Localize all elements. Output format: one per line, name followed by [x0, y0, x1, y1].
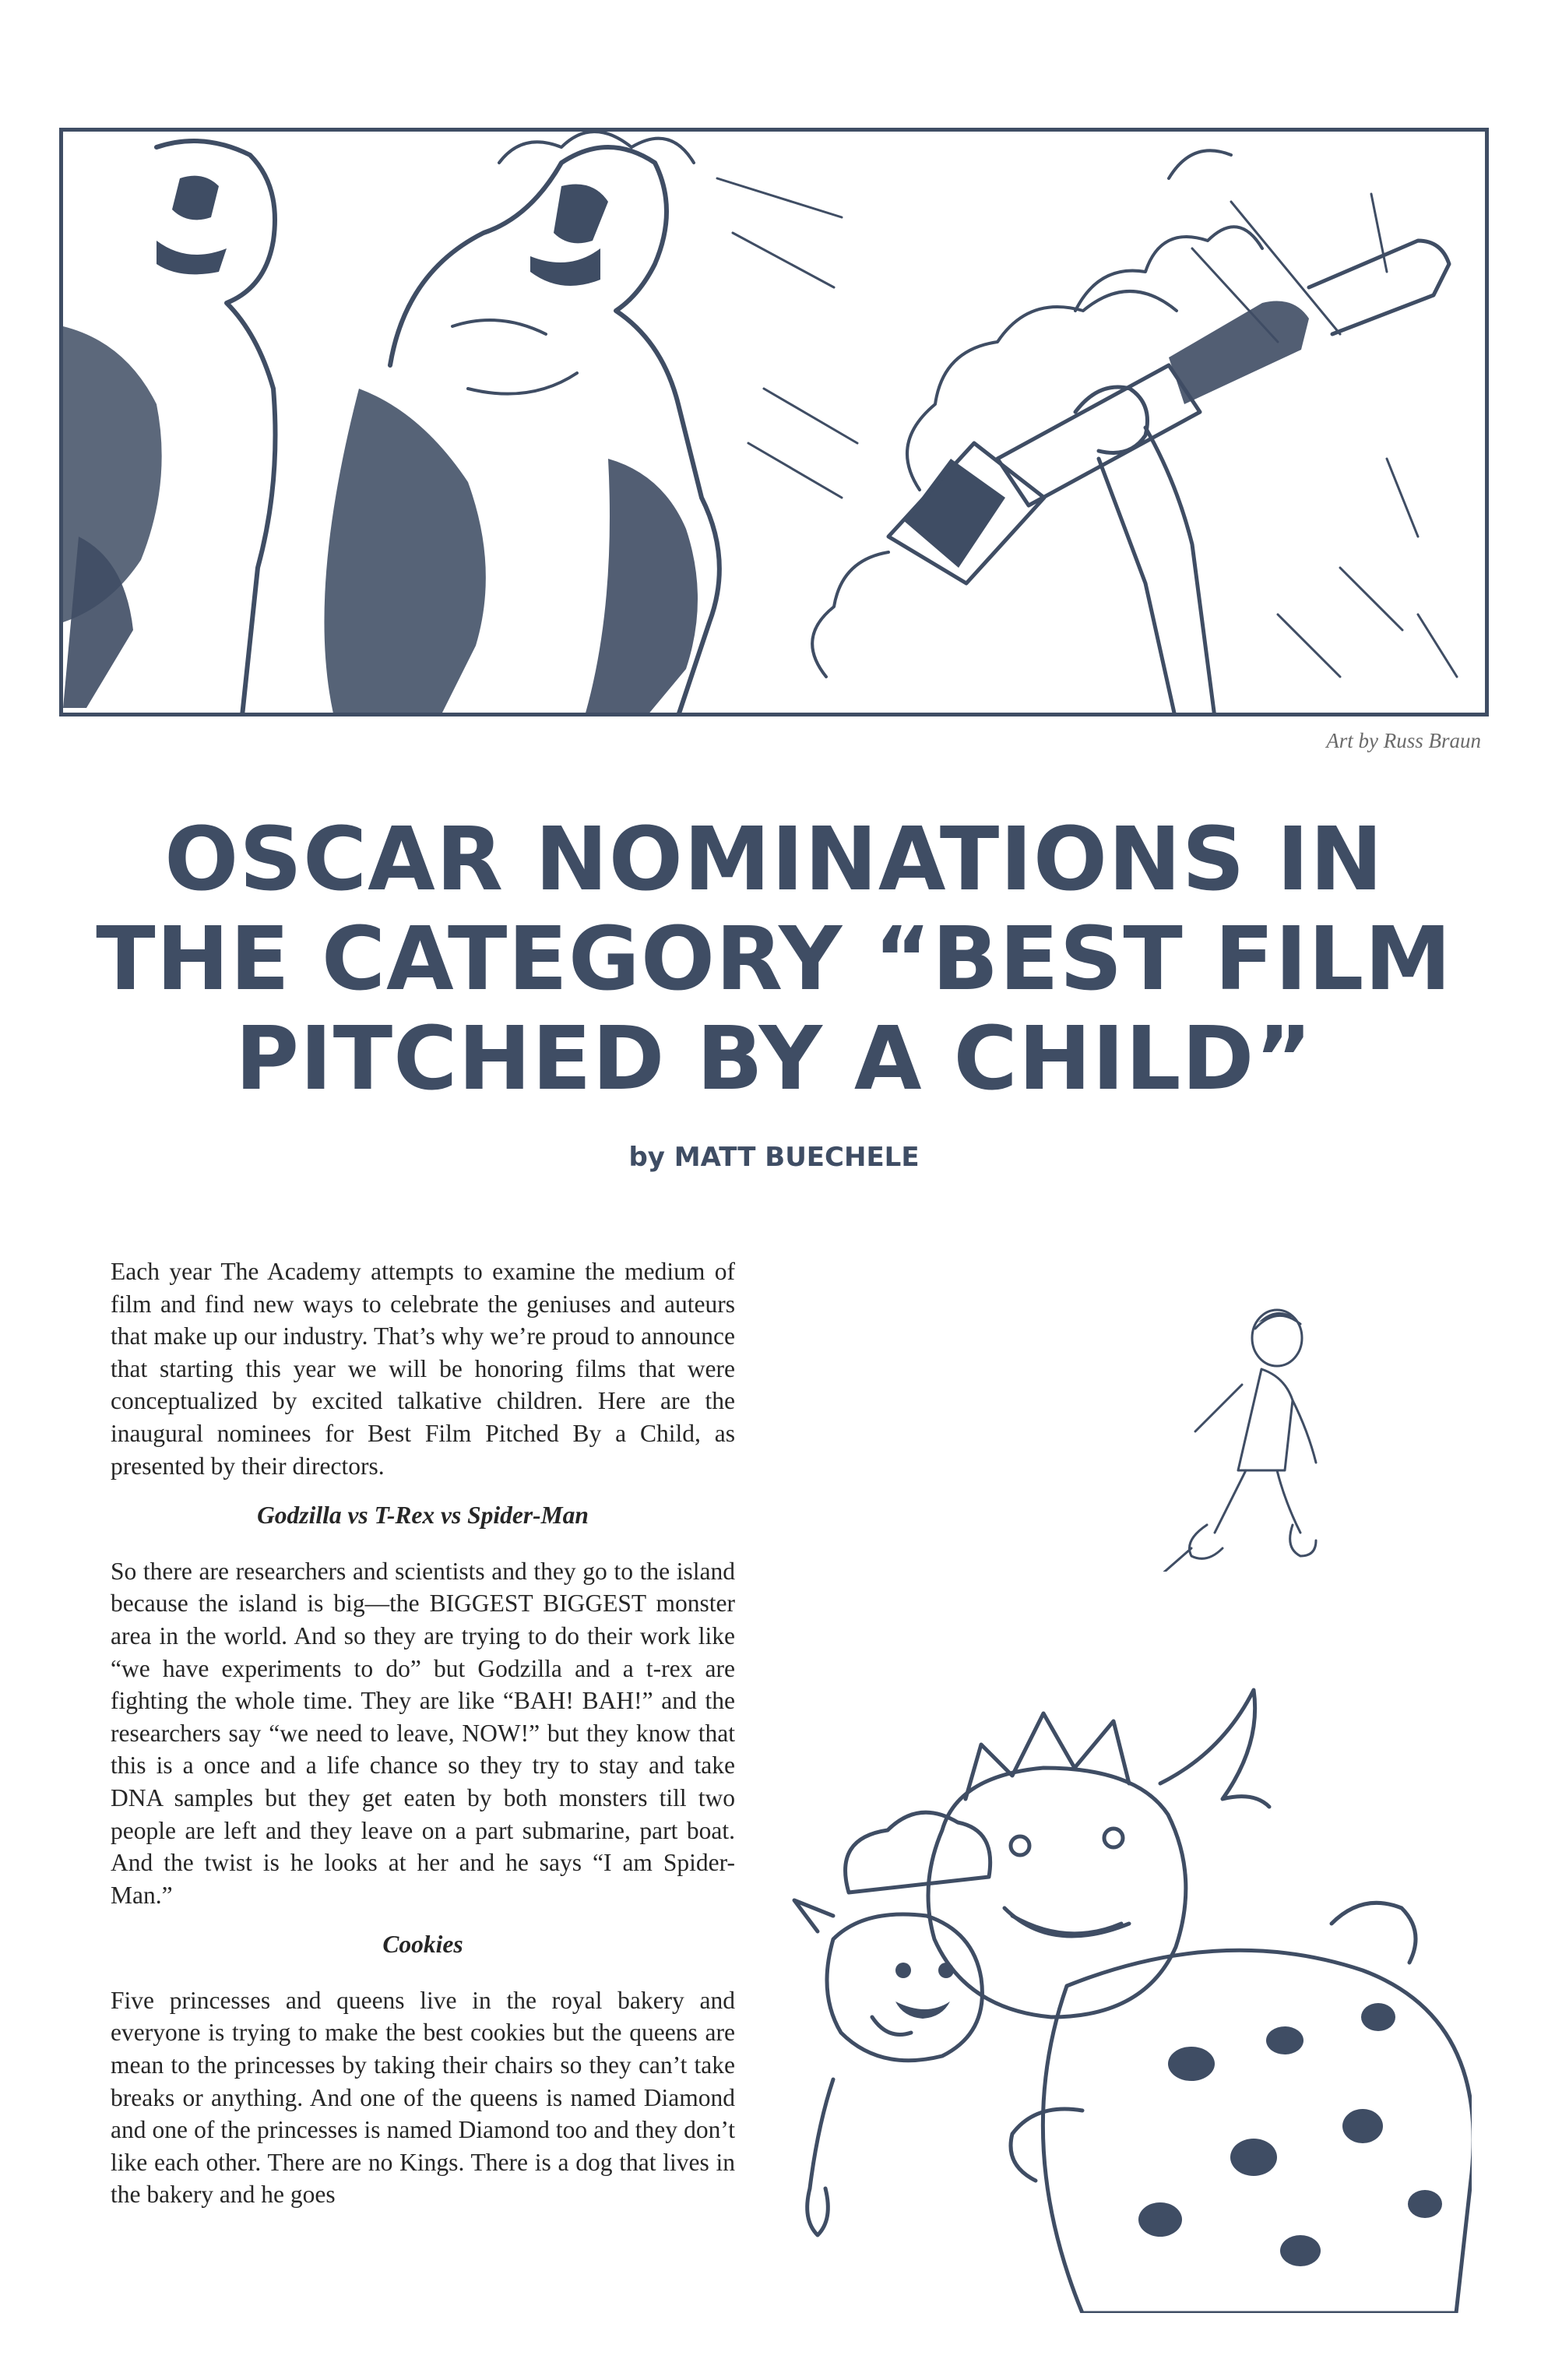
article-body — [111, 1255, 735, 2211]
section-title: Godzilla vs T-Rex vs Spider-Man — [257, 1502, 589, 1530]
hero-illustration-panel — [59, 128, 1489, 716]
flying-boy-illustration — [1106, 1291, 1339, 1572]
section-paragraph: Five princesses and queens live in the royal bakery and everyone is trying to make the best cookies but the queens are mean to the princesses by taking their chairs so they can’t take breaks or anything. And one of the queens is named Diamond and one of the princesses is named Diamond too and they don’t like each other. There are no Kings. There is a dog that lives in the bakery and he goes — [111, 1986, 735, 2209]
headline-line-1: OSCAR NOMINATIONS IN — [164, 809, 1384, 910]
headline-line-2: THE CATEGORY “BEST FILM — [96, 909, 1452, 1010]
section-title: Cookies — [382, 1931, 463, 1959]
art-credit: Art by Russ Braun — [1326, 729, 1481, 752]
princess-dog-cookie-illustration — [786, 1674, 1472, 2313]
article-headline — [78, 810, 1470, 1109]
headline-line-3: PITCHED BY A CHILD” — [234, 1009, 1314, 1110]
intro-paragraph: Each year The Academy attempts to examine the medium of film and find new ways to celebrate the geniuses and auteurs that make up our industry. That’s why we’re proud to announce that starting this year we will be honoring films that were conceptualized by excited talkative children. Here are the inaugural nominees for Best Film Pitched By a Child, as presented by their directors. — [111, 1258, 735, 1480]
section-paragraph: So there are researchers and scientists and they go to the island because the island is big—the BIGGEST BIGGEST monster area in the world. And so they are trying to do their work like “we have experiments to do” but Godzilla and a t-rex are fighting the whole time. They are like “BAH! BAH!” and the researchers say “we need to leave, NOW!” but they know that this is a once and a life chance so they try to stay and take DNA samples but they get eaten by both monsters till two people are left and they leave on a part submarine, part boat. And the twist is he looks at her and he says “I am Spider-Man.” — [111, 1557, 735, 1909]
byline: by MATT BUECHELE — [628, 1142, 920, 1173]
oscar-statues-illustration — [63, 132, 1489, 716]
